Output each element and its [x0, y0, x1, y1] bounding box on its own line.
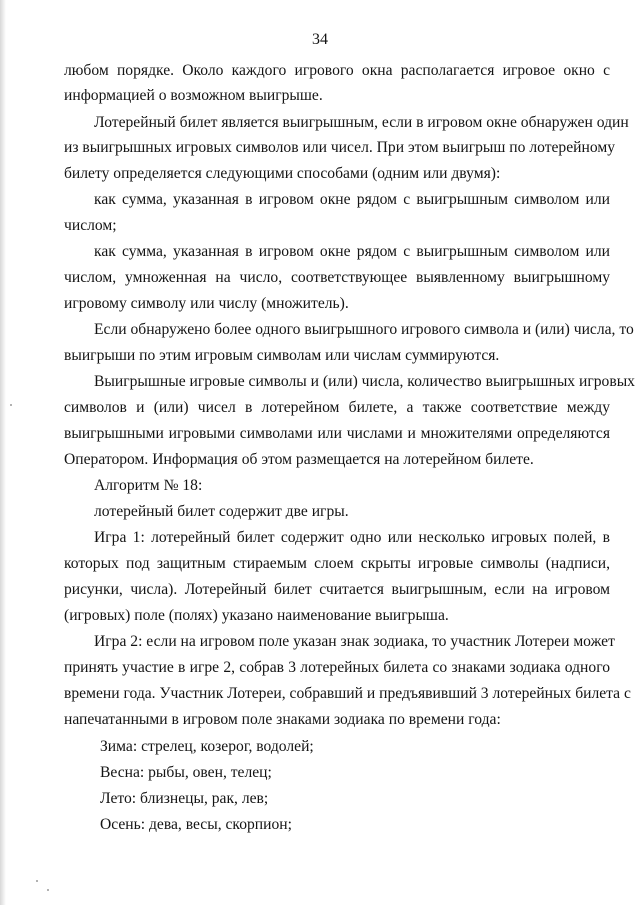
- text-line: как сумма, указанная в игровом окне рядом с выигрышным символом или: [94, 191, 610, 208]
- scan-page-edge: [0, 0, 6, 905]
- text-line: которых под защитным стираемым слоем скрыты игровые символы (надписи,: [64, 555, 610, 572]
- text-line: числом, умноженная на число, соответствующее выявленному выигрышному: [64, 269, 610, 286]
- text-line: Осень: дева, весы, скорпион;: [100, 816, 292, 833]
- text-line: Если обнаружено более одного выигрышного игрового символа и (или) числа, то: [94, 321, 634, 338]
- text-line: Лотерейный билет является выигрышным, если в игровом окне обнаружен один: [94, 114, 629, 131]
- page-number: 34: [312, 31, 328, 48]
- text-line: информацией о возможном выигрыше.: [64, 87, 323, 104]
- text-line: числом;: [64, 217, 117, 234]
- text-line: Лето: близнецы, рак, лев;: [100, 790, 269, 807]
- text-line: Игра 1: лотерейный билет содержит одно или несколько игровых полей, в: [94, 529, 610, 546]
- text-line: выигрышными игровыми символами или числами и множителями определяются: [64, 425, 610, 442]
- text-line: Весна: рыбы, овен, телец;: [100, 764, 272, 781]
- text-line: Игра 2: если на игровом поле указан знак зодиака, то участник Лотереи может: [94, 633, 615, 650]
- text-line: символов и (или) чисел в лотерейном билете, а также соответствие между: [64, 399, 610, 416]
- text-line: любом порядке. Около каждого игрового окна располагается игровое окно с: [64, 62, 610, 79]
- text-line: из выигрышных игровых символов или чисел. При этом выигрыш по лотерейному: [64, 139, 615, 156]
- text-line: Оператором. Информация об этом размещается на лотерейном билете.: [64, 451, 534, 468]
- text-line: времени года. Участник Лотереи, собравший и предъявивший 3 лотерейных билета с: [64, 685, 631, 702]
- text-line: как сумма, указанная в игровом окне рядом с выигрышным символом или: [94, 243, 610, 260]
- text-line: Зима: стрелец, козерог, водолей;: [100, 738, 314, 755]
- text-line: билету определяется следующими способами (одним или двумя):: [64, 165, 501, 182]
- text-line: игровому символу или числу (множитель).: [64, 295, 349, 312]
- text-line: напечатанными в игровом поле знаками зодиака по времени года:: [64, 711, 501, 728]
- text-line: Выигрышные игровые символы и (или) числа, количество выигрышных игровых: [94, 373, 635, 390]
- scan-speck: [36, 880, 38, 882]
- text-line: принять участие в игре 2, собрав 3 лотерейных билета со знаками зодиака одного: [64, 659, 610, 676]
- scan-speck: [47, 889, 49, 891]
- text-line: (игровых) поле (полях) указано наименование выигрыша.: [64, 607, 449, 624]
- text-line: лотерейный билет содержит две игры.: [94, 503, 349, 520]
- scan-speck: [10, 404, 12, 406]
- text-line: выигрыши по этим игровым символам или числам суммируются.: [64, 347, 500, 364]
- text-line: рисунки, числа). Лотерейный билет считается выигрышным, если на игровом: [64, 581, 610, 598]
- text-line: Алгоритм № 18:: [94, 477, 203, 494]
